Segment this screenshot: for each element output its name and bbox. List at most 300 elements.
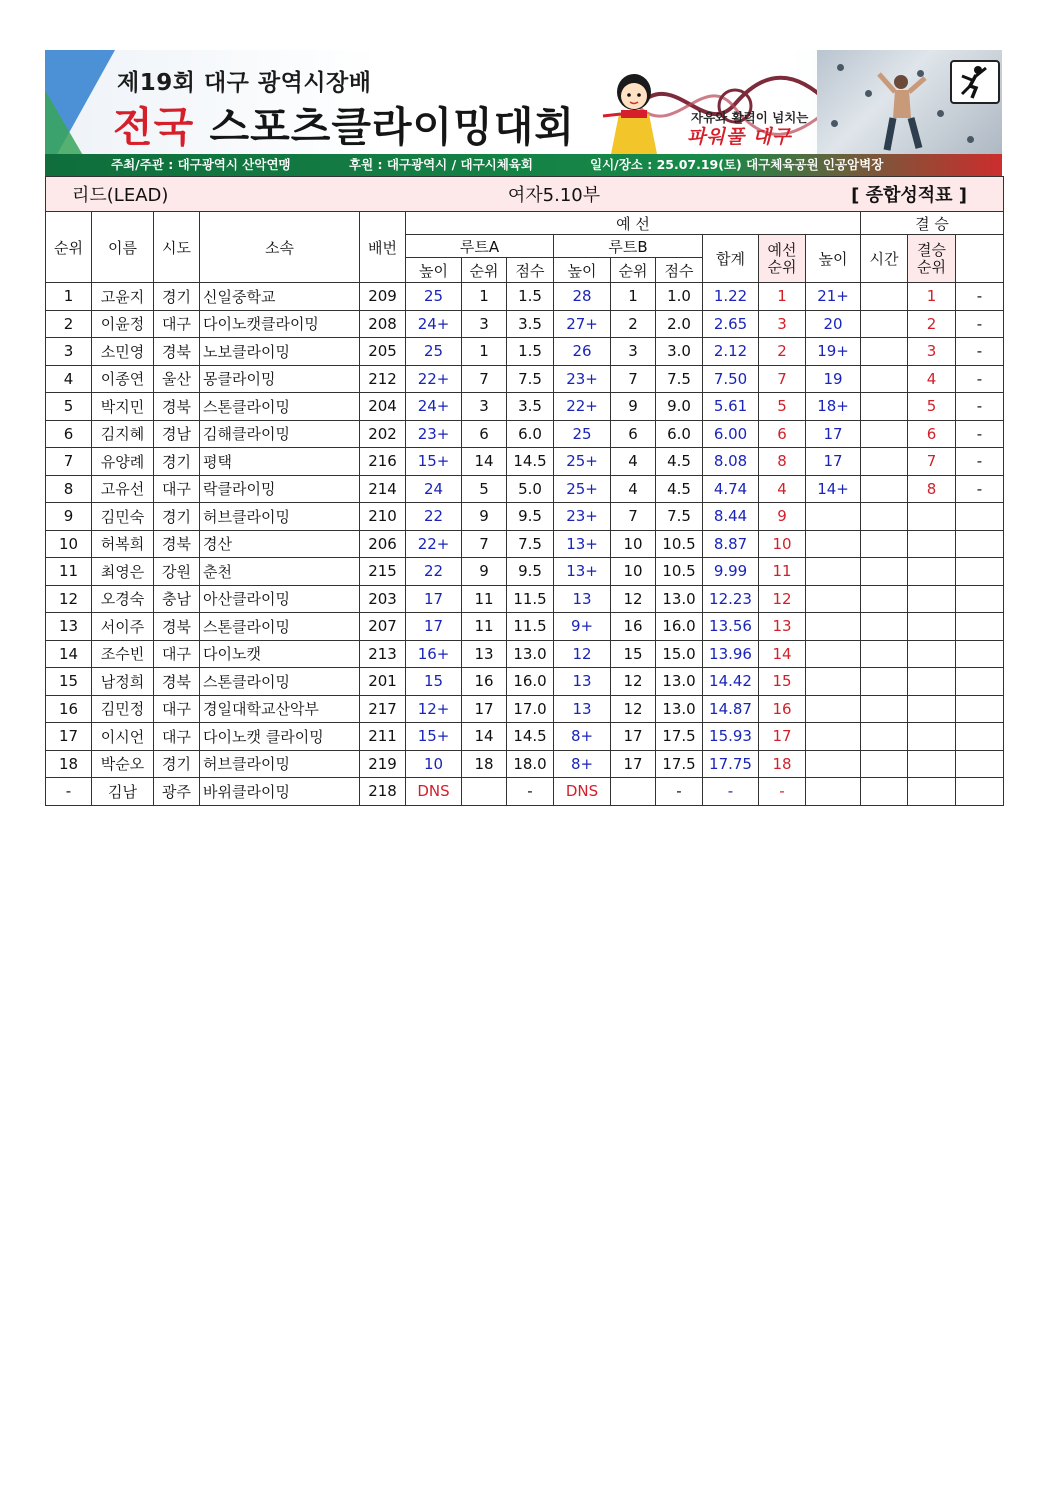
cell-a-rank: 7 <box>462 530 507 558</box>
col-name: 이름 <box>92 212 154 283</box>
cell-name: 김지혜 <box>92 420 154 448</box>
cell-b-score: 13.0 <box>656 668 703 696</box>
cell-final-rank <box>908 778 956 806</box>
cell-bib: 213 <box>360 640 406 668</box>
cell-a-height: 24 <box>406 475 462 503</box>
cell-final-height: 21+ <box>806 283 861 311</box>
col-route-a: 루트A <box>406 235 554 258</box>
cell-a-score: 14.5 <box>507 448 554 476</box>
cell-name: 유양례 <box>92 448 154 476</box>
cell-a-score: 18.0 <box>507 750 554 778</box>
cell-final-time <box>861 475 908 503</box>
cell-final-time <box>861 668 908 696</box>
cell-final-time <box>861 585 908 613</box>
cell-qual-rank: 7 <box>759 365 806 393</box>
cell-final-rank <box>908 668 956 696</box>
cell-b-score: 1.0 <box>656 283 703 311</box>
table-row <box>46 283 1004 311</box>
sport-climbing-logo <box>950 60 1000 104</box>
cell-b-rank: 3 <box>611 338 656 366</box>
cell-b-score: 9.0 <box>656 393 703 421</box>
cell-rank: 16 <box>46 695 92 723</box>
cell-qual-rank: 11 <box>759 558 806 586</box>
cell-rank: 7 <box>46 448 92 476</box>
cell-b-rank: 7 <box>611 503 656 531</box>
cell-b-height: 13 <box>554 585 611 613</box>
cell-final-rank: 6 <box>908 420 956 448</box>
col-final: 결 승 <box>861 212 1004 235</box>
cell-b-height: 25+ <box>554 475 611 503</box>
cell-a-rank: 16 <box>462 668 507 696</box>
cell-b-height: 13+ <box>554 558 611 586</box>
cell-bib: 207 <box>360 613 406 641</box>
header-row-1 <box>46 212 1004 235</box>
cell-total: - <box>703 778 759 806</box>
cell-final-height: 19+ <box>806 338 861 366</box>
cell-a-height: 12+ <box>406 695 462 723</box>
table-row <box>46 723 1004 751</box>
cell-a-height: 25 <box>406 283 462 311</box>
cell-region: 광주 <box>154 778 200 806</box>
cell-b-score: 7.5 <box>656 365 703 393</box>
cell-affiliation: 허브클라이밍 <box>200 750 360 778</box>
wall-hold <box>831 120 838 127</box>
cell-remarks <box>956 530 1004 558</box>
col-final-height: 높이 <box>806 235 861 283</box>
cell-a-rank <box>462 778 507 806</box>
wall-hold <box>937 110 944 117</box>
cell-final-rank: 7 <box>908 448 956 476</box>
table-row <box>46 613 1004 641</box>
cell-final-rank <box>908 530 956 558</box>
cell-rank: 11 <box>46 558 92 586</box>
cell-b-height: 13 <box>554 668 611 696</box>
cell-affiliation: 신일중학교 <box>200 283 360 311</box>
climbing-figure-icon <box>952 62 998 102</box>
cell-region: 대구 <box>154 475 200 503</box>
col-rank: 순위 <box>46 212 92 283</box>
cell-a-height: 25 <box>406 338 462 366</box>
cell-b-score: - <box>656 778 703 806</box>
cell-a-rank: 6 <box>462 420 507 448</box>
cell-final-rank: 8 <box>908 475 956 503</box>
cell-final-time <box>861 640 908 668</box>
cell-final-rank <box>908 640 956 668</box>
results-body <box>46 283 1004 806</box>
cell-a-rank: 9 <box>462 503 507 531</box>
cell-a-score: 3.5 <box>507 310 554 338</box>
cell-region: 대구 <box>154 695 200 723</box>
cell-rank: 15 <box>46 668 92 696</box>
cell-name: 오경숙 <box>92 585 154 613</box>
cell-remarks <box>956 585 1004 613</box>
cell-affiliation: 스톤클라이밍 <box>200 613 360 641</box>
cell-qual-rank: 2 <box>759 338 806 366</box>
cell-remarks <box>956 668 1004 696</box>
climber-icon <box>865 68 935 154</box>
cell-region: 경남 <box>154 420 200 448</box>
cell-final-height <box>806 668 861 696</box>
cell-final-height <box>806 778 861 806</box>
cell-region: 경북 <box>154 338 200 366</box>
cell-affiliation: 김해클라이밍 <box>200 420 360 448</box>
col-route-b: 루트B <box>554 235 703 258</box>
cell-remarks: - <box>956 393 1004 421</box>
col-qual-rank-line2: 순위 <box>767 257 797 276</box>
cell-b-score: 3.0 <box>656 338 703 366</box>
cell-final-rank: 2 <box>908 310 956 338</box>
cell-a-height: 22 <box>406 503 462 531</box>
cell-affiliation: 허브클라이밍 <box>200 503 360 531</box>
cell-total: 8.87 <box>703 530 759 558</box>
cell-final-height <box>806 723 861 751</box>
col-a-rank: 순위 <box>462 258 507 283</box>
date-place-text: 일시/장소 : 25.07.19(토) 대구체육공원 인공암벽장 <box>590 157 884 172</box>
cell-a-score: 5.0 <box>507 475 554 503</box>
cell-bib: 215 <box>360 558 406 586</box>
cell-a-rank: 3 <box>462 393 507 421</box>
organizer-text: 주최/주관 : 대구광역시 산악연맹 <box>111 157 291 172</box>
cell-b-rank: 16 <box>611 613 656 641</box>
table-row <box>46 640 1004 668</box>
col-qualification: 예 선 <box>406 212 861 235</box>
cell-remarks: - <box>956 475 1004 503</box>
cell-bib: 214 <box>360 475 406 503</box>
cell-final-time <box>861 695 908 723</box>
cell-a-rank: 7 <box>462 365 507 393</box>
cell-b-rank: 7 <box>611 365 656 393</box>
cell-b-rank: 17 <box>611 750 656 778</box>
cell-region: 경기 <box>154 503 200 531</box>
cell-qual-rank: 18 <box>759 750 806 778</box>
cell-b-rank: 4 <box>611 448 656 476</box>
cell-a-height: 15+ <box>406 448 462 476</box>
category-label: 여자5.10부 <box>406 177 703 212</box>
cell-name: 고윤지 <box>92 283 154 311</box>
cell-bib: 216 <box>360 448 406 476</box>
cell-rank: 8 <box>46 475 92 503</box>
cell-rank: 2 <box>46 310 92 338</box>
cell-b-rank: 10 <box>611 558 656 586</box>
cell-qual-rank: - <box>759 778 806 806</box>
cell-rank: 9 <box>46 503 92 531</box>
cell-total: 8.08 <box>703 448 759 476</box>
cell-region: 대구 <box>154 310 200 338</box>
cell-b-rank: 17 <box>611 723 656 751</box>
cell-rank: 10 <box>46 530 92 558</box>
table-row <box>46 530 1004 558</box>
cell-affiliation: 경산 <box>200 530 360 558</box>
cell-b-score: 15.0 <box>656 640 703 668</box>
cell-final-time <box>861 393 908 421</box>
cell-bib: 201 <box>360 668 406 696</box>
cell-remarks: - <box>956 448 1004 476</box>
cell-final-height <box>806 558 861 586</box>
cell-total: 7.50 <box>703 365 759 393</box>
cell-region: 경기 <box>154 750 200 778</box>
results-table <box>45 176 1004 806</box>
cell-bib: 205 <box>360 338 406 366</box>
cell-affiliation: 노보클라이밍 <box>200 338 360 366</box>
cell-a-rank: 5 <box>462 475 507 503</box>
cell-bib: 219 <box>360 750 406 778</box>
cell-remarks <box>956 750 1004 778</box>
cell-bib: 209 <box>360 283 406 311</box>
cell-rank: 18 <box>46 750 92 778</box>
cell-b-height: 12 <box>554 640 611 668</box>
cell-rank: 5 <box>46 393 92 421</box>
cell-final-time <box>861 530 908 558</box>
cell-final-time <box>861 613 908 641</box>
cell-bib: 217 <box>360 695 406 723</box>
cell-region: 충남 <box>154 585 200 613</box>
cell-a-score: 13.0 <box>507 640 554 668</box>
cell-rank: 3 <box>46 338 92 366</box>
col-qual-rank-line1: 예선 <box>767 240 797 259</box>
cell-final-rank <box>908 613 956 641</box>
cell-total: 8.44 <box>703 503 759 531</box>
cell-affiliation: 다이노캣 클라이밍 <box>200 723 360 751</box>
cell-region: 강원 <box>154 558 200 586</box>
cell-name: 박지민 <box>92 393 154 421</box>
cell-rank: 14 <box>46 640 92 668</box>
cell-bib: 203 <box>360 585 406 613</box>
cell-b-score: 10.5 <box>656 530 703 558</box>
cell-a-height: 17 <box>406 585 462 613</box>
cell-b-rank: 4 <box>611 475 656 503</box>
cell-name: 최영은 <box>92 558 154 586</box>
cell-final-time <box>861 723 908 751</box>
cell-name: 이시언 <box>92 723 154 751</box>
cell-final-rank <box>908 503 956 531</box>
event-banner <box>45 50 1002 176</box>
cell-a-height: 24+ <box>406 310 462 338</box>
cell-b-rank: 2 <box>611 310 656 338</box>
cell-bib: 218 <box>360 778 406 806</box>
col-affiliation: 소속 <box>200 212 360 283</box>
cell-a-score: 16.0 <box>507 668 554 696</box>
cell-a-score: 6.0 <box>507 420 554 448</box>
cell-b-rank: 10 <box>611 530 656 558</box>
cell-rank: - <box>46 778 92 806</box>
col-region: 시도 <box>154 212 200 283</box>
cell-a-rank: 9 <box>462 558 507 586</box>
cell-a-height: 22 <box>406 558 462 586</box>
cell-final-time <box>861 750 908 778</box>
sheet-title-bar <box>46 177 1004 212</box>
cell-b-height: 22+ <box>554 393 611 421</box>
cell-region: 경기 <box>154 448 200 476</box>
cell-name: 소민영 <box>92 338 154 366</box>
cell-remarks <box>956 695 1004 723</box>
cell-total: 9.99 <box>703 558 759 586</box>
cell-affiliation: 다이노캣 <box>200 640 360 668</box>
cell-bib: 210 <box>360 503 406 531</box>
cell-a-rank: 11 <box>462 613 507 641</box>
cell-qual-rank: 10 <box>759 530 806 558</box>
cell-final-height: 17 <box>806 420 861 448</box>
cell-name: 김민정 <box>92 695 154 723</box>
col-a-score: 점수 <box>507 258 554 283</box>
cell-rank: 4 <box>46 365 92 393</box>
cell-b-score: 10.5 <box>656 558 703 586</box>
cell-a-score: 3.5 <box>507 393 554 421</box>
cell-name: 조수빈 <box>92 640 154 668</box>
cell-a-rank: 18 <box>462 750 507 778</box>
table-row <box>46 558 1004 586</box>
table-row <box>46 365 1004 393</box>
mascot-icon <box>601 70 667 156</box>
table-row <box>46 778 1004 806</box>
cell-rank: 17 <box>46 723 92 751</box>
cell-a-height: 15 <box>406 668 462 696</box>
cell-final-time <box>861 310 908 338</box>
cell-a-rank: 14 <box>462 723 507 751</box>
table-row <box>46 750 1004 778</box>
cell-affiliation: 락클라이밍 <box>200 475 360 503</box>
cell-a-score: 14.5 <box>507 723 554 751</box>
cell-a-score: 1.5 <box>507 338 554 366</box>
cell-qual-rank: 1 <box>759 283 806 311</box>
cell-total: 13.56 <box>703 613 759 641</box>
cell-rank: 12 <box>46 585 92 613</box>
cell-remarks <box>956 503 1004 531</box>
cell-final-rank <box>908 750 956 778</box>
cell-remarks: - <box>956 420 1004 448</box>
cell-remarks <box>956 558 1004 586</box>
cell-a-score: 9.5 <box>507 503 554 531</box>
banner-title <box>113 94 575 153</box>
cell-a-rank: 1 <box>462 338 507 366</box>
cell-final-time <box>861 778 908 806</box>
cell-b-score: 6.0 <box>656 420 703 448</box>
cell-b-score: 4.5 <box>656 448 703 476</box>
cell-a-score: 11.5 <box>507 585 554 613</box>
cell-a-score: 11.5 <box>507 613 554 641</box>
cell-b-rank: 15 <box>611 640 656 668</box>
col-b-height: 높이 <box>554 258 611 283</box>
cell-b-height: DNS <box>554 778 611 806</box>
cell-final-height <box>806 695 861 723</box>
cell-b-height: 26 <box>554 338 611 366</box>
cell-b-score: 13.0 <box>656 585 703 613</box>
cell-name: 허복희 <box>92 530 154 558</box>
cell-affiliation: 춘천 <box>200 558 360 586</box>
cell-final-height: 19 <box>806 365 861 393</box>
cell-total: 6.00 <box>703 420 759 448</box>
cell-region: 경북 <box>154 530 200 558</box>
cell-total: 2.12 <box>703 338 759 366</box>
cell-final-height: 20 <box>806 310 861 338</box>
cell-b-score: 2.0 <box>656 310 703 338</box>
cell-affiliation: 다이노캣클라이밍 <box>200 310 360 338</box>
cell-a-rank: 14 <box>462 448 507 476</box>
cell-a-height: DNS <box>406 778 462 806</box>
cell-b-rank <box>611 778 656 806</box>
cell-name: 김남 <box>92 778 154 806</box>
cell-qual-rank: 15 <box>759 668 806 696</box>
cell-final-height <box>806 585 861 613</box>
cell-b-rank: 6 <box>611 420 656 448</box>
cell-a-score: 7.5 <box>507 365 554 393</box>
cell-final-rank <box>908 723 956 751</box>
cell-region: 경북 <box>154 613 200 641</box>
cell-final-height <box>806 530 861 558</box>
cell-b-height: 8+ <box>554 723 611 751</box>
cell-final-time <box>861 558 908 586</box>
sponsor-text: 후원 : 대구광역시 / 대구시체육회 <box>349 157 533 172</box>
cell-a-height: 22+ <box>406 530 462 558</box>
cell-final-height <box>806 503 861 531</box>
cell-name: 박순오 <box>92 750 154 778</box>
col-qual-rank <box>759 235 806 283</box>
table-row <box>46 420 1004 448</box>
cell-rank: 6 <box>46 420 92 448</box>
cell-b-height: 25+ <box>554 448 611 476</box>
cell-final-time <box>861 365 908 393</box>
cell-final-height <box>806 750 861 778</box>
cell-b-height: 25 <box>554 420 611 448</box>
col-b-rank: 순위 <box>611 258 656 283</box>
cell-qual-rank: 5 <box>759 393 806 421</box>
cell-total: 4.74 <box>703 475 759 503</box>
cell-region: 경북 <box>154 668 200 696</box>
cell-b-height: 27+ <box>554 310 611 338</box>
cell-b-score: 16.0 <box>656 613 703 641</box>
table-row <box>46 503 1004 531</box>
cell-qual-rank: 3 <box>759 310 806 338</box>
cell-a-score: 17.0 <box>507 695 554 723</box>
cell-qual-rank: 13 <box>759 613 806 641</box>
cell-remarks: - <box>956 365 1004 393</box>
cell-qual-rank: 4 <box>759 475 806 503</box>
cell-a-score: 1.5 <box>507 283 554 311</box>
cell-b-score: 17.5 <box>656 750 703 778</box>
cell-a-rank: 3 <box>462 310 507 338</box>
col-final-time: 시간 <box>861 235 908 283</box>
cell-b-score: 4.5 <box>656 475 703 503</box>
cell-total: 13.96 <box>703 640 759 668</box>
cell-b-score: 7.5 <box>656 503 703 531</box>
table-row <box>46 310 1004 338</box>
banner-info-bar <box>45 154 1002 176</box>
cell-affiliation: 바위클라이밍 <box>200 778 360 806</box>
cell-b-height: 23+ <box>554 365 611 393</box>
cell-final-rank: 5 <box>908 393 956 421</box>
col-final-rank <box>908 235 956 283</box>
table-row <box>46 338 1004 366</box>
table-row <box>46 475 1004 503</box>
cell-final-rank: 4 <box>908 365 956 393</box>
cell-qual-rank: 16 <box>759 695 806 723</box>
cell-rank: 13 <box>46 613 92 641</box>
cell-affiliation: 평택 <box>200 448 360 476</box>
cell-region: 경기 <box>154 283 200 311</box>
cell-b-rank: 12 <box>611 668 656 696</box>
cell-name: 남정희 <box>92 668 154 696</box>
col-b-score: 점수 <box>656 258 703 283</box>
cell-name: 서이주 <box>92 613 154 641</box>
cell-b-height: 9+ <box>554 613 611 641</box>
cell-final-height: 14+ <box>806 475 861 503</box>
banner-title-dark: 스포츠클라이밍대회 <box>209 103 575 151</box>
cell-remarks <box>956 723 1004 751</box>
cell-final-rank <box>908 585 956 613</box>
cell-affiliation: 스톤클라이밍 <box>200 668 360 696</box>
cell-remarks: - <box>956 283 1004 311</box>
cell-name: 고유선 <box>92 475 154 503</box>
col-final-rank-line1: 결승 <box>917 240 946 259</box>
